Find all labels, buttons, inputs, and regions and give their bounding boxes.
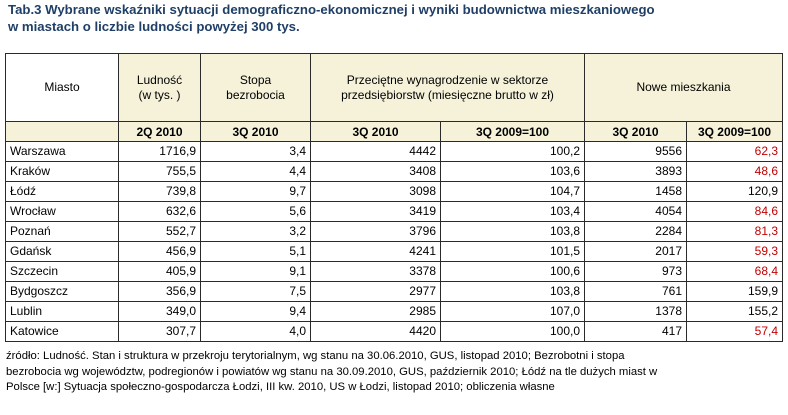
cell-unemployment: 4,0 (201, 322, 311, 342)
subheader-population-period: 2Q 2010 (119, 122, 201, 142)
cell-population: 739,8 (119, 182, 201, 202)
cell-new-flats-index: 59,3 (687, 242, 783, 262)
header-wage (311, 54, 585, 122)
table-row (6, 242, 783, 262)
cell-population: 552,7 (119, 222, 201, 242)
cell-wage: 2985 (311, 302, 441, 322)
table-row (6, 142, 783, 162)
subheader-wage-index: 3Q 2009=100 (441, 122, 585, 142)
table-row (6, 182, 783, 202)
cell-wage-index: 104,7 (441, 182, 585, 202)
cell-new-flats: 3893 (585, 162, 687, 182)
cell-new-flats: 1378 (585, 302, 687, 322)
header-population-line-2: (w tys. ) (138, 87, 181, 102)
table-row (6, 262, 783, 282)
cell-new-flats: 761 (585, 282, 687, 302)
cell-wage-index: 103,8 (441, 222, 585, 242)
header-population (119, 54, 201, 122)
cell-wage: 3796 (311, 222, 441, 242)
cell-wage: 4241 (311, 242, 441, 262)
cell-wage-index: 100,6 (441, 262, 585, 282)
cell-population: 307,7 (119, 322, 201, 342)
cell-wage-index: 103,4 (441, 202, 585, 222)
subheader-housing-index: 3Q 2009=100 (687, 122, 783, 142)
cell-unemployment: 3,4 (201, 142, 311, 162)
cell-city: Kraków (6, 162, 119, 182)
cell-unemployment: 3,2 (201, 222, 311, 242)
cell-population: 755,5 (119, 162, 201, 182)
footnote-line-1: źródło: Ludność. Stan i struktura w przekroju terytorialnym, wg stanu na 30.06.2010, GUS, listopad 2010; Bezrobotni i stopa (6, 350, 625, 362)
cell-wage-index: 103,6 (441, 162, 585, 182)
cell-new-flats-index: 155,2 (687, 302, 783, 322)
cell-wage: 4442 (311, 142, 441, 162)
header-unemployment-line-2: bezrobocia (226, 87, 285, 102)
cell-city: Katowice (6, 322, 119, 342)
subheader-unemployment-period: 3Q 2010 (201, 122, 311, 142)
cell-wage: 4420 (311, 322, 441, 342)
source-footnote (6, 349, 786, 396)
cell-new-flats: 417 (585, 322, 687, 342)
subheader-housing-period: 3Q 2010 (585, 122, 687, 142)
cell-new-flats-index: 120,9 (687, 182, 783, 202)
cell-wage: 3378 (311, 262, 441, 282)
cell-new-flats-index: 159,9 (687, 282, 783, 302)
cell-city: Szczecin (6, 262, 119, 282)
cell-population: 349,0 (119, 302, 201, 322)
cell-wage-index: 107,0 (441, 302, 585, 322)
table-row (6, 222, 783, 242)
subheader-wage-period: 3Q 2010 (311, 122, 441, 142)
cell-unemployment: 4,4 (201, 162, 311, 182)
cell-wage-index: 101,5 (441, 242, 585, 262)
cell-unemployment: 9,4 (201, 302, 311, 322)
cell-unemployment: 9,1 (201, 262, 311, 282)
cell-new-flats-index: 68,4 (687, 262, 783, 282)
cell-new-flats-index: 57,4 (687, 322, 783, 342)
subheader-row (6, 122, 783, 142)
cell-wage-index: 103,8 (441, 282, 585, 302)
cell-wage: 3419 (311, 202, 441, 222)
cell-city: Lublin (6, 302, 119, 322)
cell-city: Łódź (6, 182, 119, 202)
header-city: Miasto (6, 54, 119, 122)
cell-city: Poznań (6, 222, 119, 242)
cell-new-flats-index: 84,6 (687, 202, 783, 222)
cell-wage-index: 100,0 (441, 322, 585, 342)
cell-new-flats: 9556 (585, 142, 687, 162)
header-unemployment-line-1: Stopa (239, 72, 272, 87)
cell-new-flats: 4054 (585, 202, 687, 222)
cell-unemployment: 7,5 (201, 282, 311, 302)
header-wage-line-2: przedsiębiorstw (miesięczne brutto w zł) (341, 87, 554, 102)
header-row (6, 54, 783, 122)
cell-new-flats-index: 81,3 (687, 222, 783, 242)
cell-unemployment: 9,7 (201, 182, 311, 202)
footnote-line-2: bezrobocia wg województw, podregionów i powiatów wg stanu na 30.09.2010, GUS, październik 2010; Łódź na tle dużych miast w (6, 365, 658, 378)
cell-population: 456,9 (119, 242, 201, 262)
table-row (6, 162, 783, 182)
cell-wage: 3098 (311, 182, 441, 202)
header-housing: Nowe mieszkania (585, 54, 783, 122)
cell-city: Wrocław (6, 202, 119, 222)
table-title-line-2: w miastach o liczbie ludności powyżej 300 tys. (8, 19, 300, 34)
cell-wage-index: 100,2 (441, 142, 585, 162)
cell-new-flats: 1458 (585, 182, 687, 202)
cell-new-flats-index: 62,3 (687, 142, 783, 162)
cell-city: Bydgoszcz (6, 282, 119, 302)
cell-population: 405,9 (119, 262, 201, 282)
cell-new-flats: 2284 (585, 222, 687, 242)
table-row (6, 282, 783, 302)
table-title (8, 1, 784, 35)
cell-unemployment: 5,1 (201, 242, 311, 262)
subheader-city-blank (6, 122, 119, 142)
cell-wage: 3408 (311, 162, 441, 182)
header-population-line-1: Ludność (136, 72, 183, 87)
header-wage-line-1: Przeciętne wynagrodzenie w sektorze (346, 72, 549, 87)
footnote-line-3: Polsce [w:] Sytuacja społeczno-gospodarcza Łodzi, III kw. 2010, US w Łodzi, listopad 2010; obliczenia własne (6, 381, 555, 393)
table-row (6, 322, 783, 342)
data-table (5, 53, 783, 342)
cell-city: Warszawa (6, 142, 119, 162)
header-unemployment (201, 54, 311, 122)
table-row (6, 302, 783, 322)
cell-new-flats: 973 (585, 262, 687, 282)
cell-city: Gdańsk (6, 242, 119, 262)
table-body (6, 142, 783, 342)
cell-new-flats: 2017 (585, 242, 687, 262)
cell-unemployment: 5,6 (201, 202, 311, 222)
cell-population: 356,9 (119, 282, 201, 302)
cell-wage: 2977 (311, 282, 441, 302)
cell-population: 632,6 (119, 202, 201, 222)
table-title-line-1: Tab.3 Wybrane wskaźniki sytuacji demograficzno-ekonomicznej i wyniki budownictwa mieszkaniowego (8, 2, 655, 17)
cell-new-flats-index: 48,6 (687, 162, 783, 182)
table-row (6, 202, 783, 222)
cell-population: 1716,9 (119, 142, 201, 162)
